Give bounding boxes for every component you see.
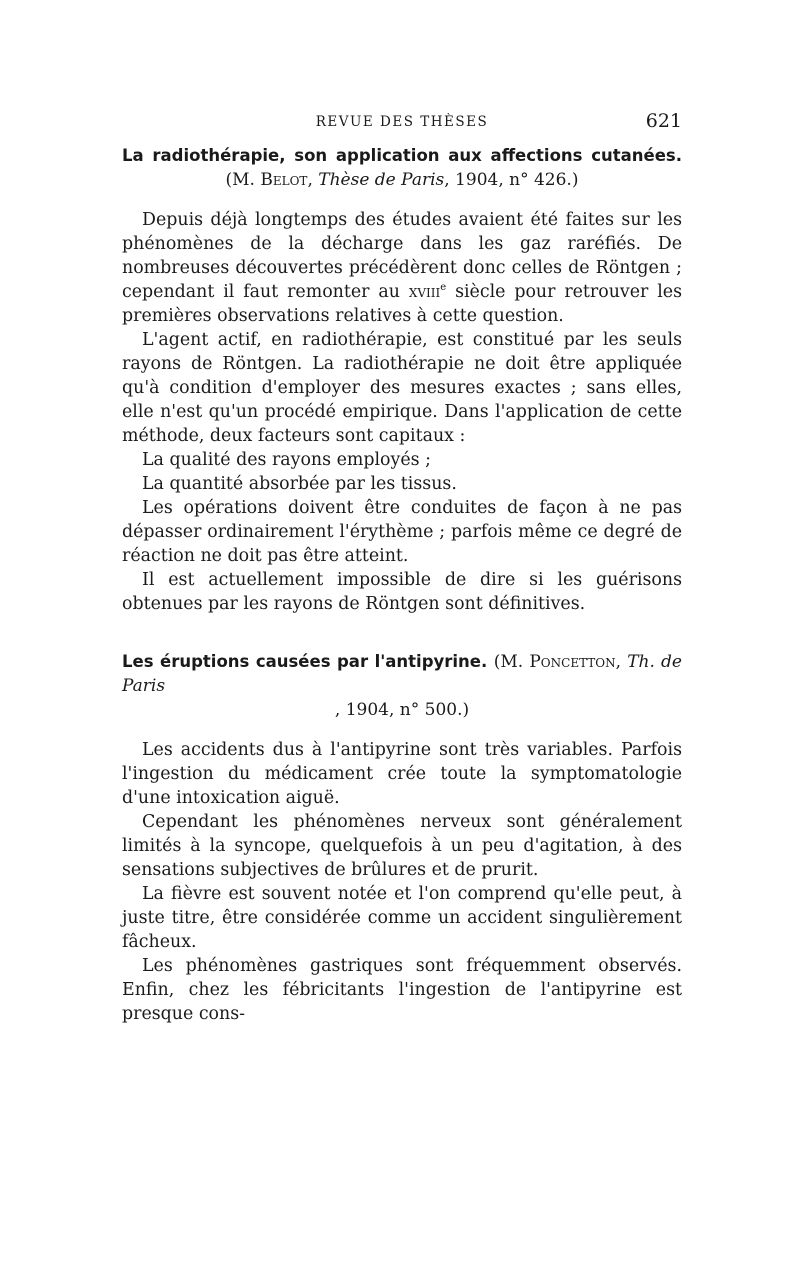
citation-details: , 1904, n° 500.) (334, 700, 470, 720)
article-antipyrine (122, 650, 682, 1026)
paragraph (122, 208, 682, 328)
paragraph: Cependant les phénomènes nerveux sont généralement limités à la syncope, quelquefois à un peu d'agitation, à des sensations subjectives de brûlures et de prurit. (122, 812, 682, 880)
article-radiotherapie (122, 144, 682, 616)
article-body (122, 738, 682, 1026)
running-title: REVUE DES THÈSES (315, 114, 489, 130)
century-numeral: xviii (408, 282, 441, 302)
paragraph: La qualité des rayons employés ; (142, 450, 431, 470)
paragraph: La fièvre est souvent notée et l'on comprend qu'elle peut, à juste titre, être considérée comme un accident singulièrement fâcheux. (122, 884, 682, 952)
book-page (122, 110, 682, 1026)
citation-open: (M. (225, 170, 261, 190)
article-title: La radiothérapie, son application aux affections cutanées. (122, 146, 682, 165)
article-title-text: Les éruptions causées par l'antipyrine. (122, 652, 488, 671)
citation-separator: , (615, 652, 628, 672)
citation-details: , 1904, n° 426.) (444, 170, 579, 190)
article-citation (122, 168, 682, 192)
paragraph-text: siècle pour retrouver les premières observations relatives à cette question. (122, 282, 683, 326)
article-body (122, 208, 682, 616)
citation-open: (M. (493, 652, 530, 672)
citation-separator: , (307, 170, 319, 190)
citation-author: Poncetton (529, 652, 616, 672)
paragraph: Les accidents dus à l'antipyrine sont très variables. Parfois l'ingestion du médicament crée toute la symptomatologie d'une intoxication aiguë. (122, 740, 682, 808)
paragraph: Il est actuellement impossible de dire si les guérisons obtenues par les rayons de Röntgen sont définitives. (122, 570, 682, 614)
century-superscript: e (440, 282, 447, 294)
page-number: 621 (645, 110, 682, 132)
paragraph-text: Depuis déjà longtemps des études avaient été faites sur les phénomènes de la décharge dans les gaz raréfiés. De nombreuses découvertes précédèrent donc celles de Röntgen ; cependant il faut remonter au (122, 210, 682, 302)
citation-source: Th. de Paris (122, 652, 682, 696)
article-title (122, 650, 682, 698)
running-header (122, 110, 682, 144)
paragraph: Les opérations doivent être conduites de façon à ne pas dépasser ordinairement l'érythème ; parfois même ce degré de réaction ne doit pas être atteint. (122, 498, 682, 566)
paragraph: La quantité absorbée par les tissus. (142, 474, 457, 494)
paragraph: Les phénomènes gastriques sont fréquemment observés. Enfin, chez les fébricitants l'ingestion de l'antipyrine est presque cons- (122, 956, 682, 1024)
citation-author: Belot (260, 170, 308, 190)
article-citation (122, 698, 682, 722)
paragraph: L'agent actif, en radiothérapie, est constitué par les seuls rayons de Röntgen. La radiothérapie ne doit être appliquée qu'à condition d'employer des mesures exactes ; sans elles, elle n'est qu'un procédé empirique. Dans l'application de cette méthode, deux facteurs sont capitaux : (122, 330, 682, 446)
citation-source: Thèse de Paris (318, 170, 445, 190)
